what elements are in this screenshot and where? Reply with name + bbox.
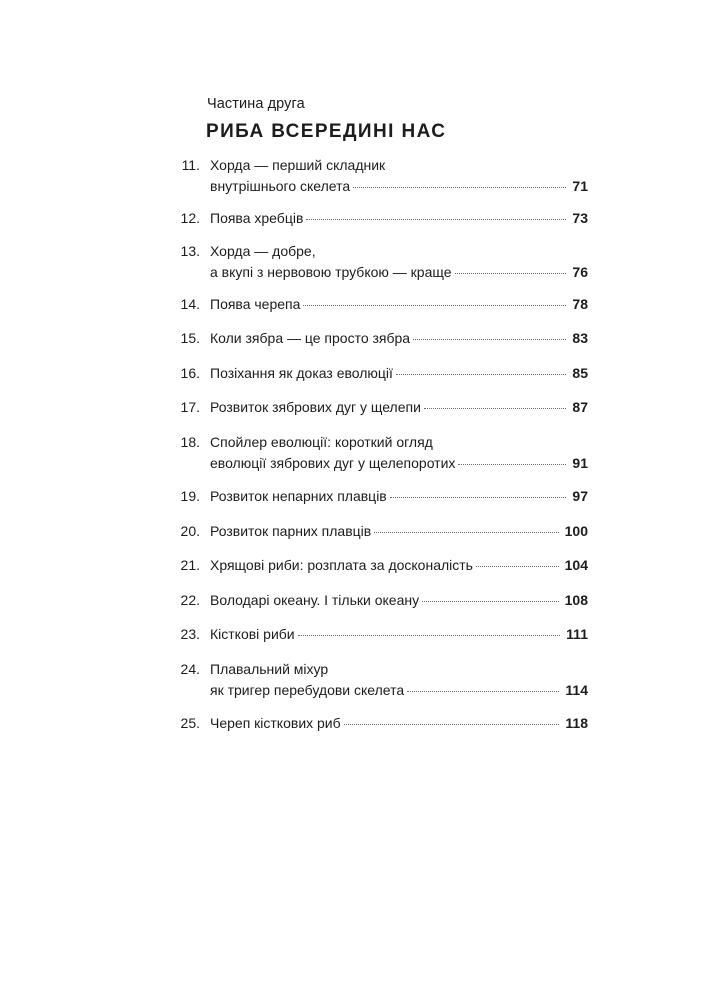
toc-entry-number: 25. <box>180 715 200 731</box>
dot-leader <box>303 305 566 306</box>
toc-entry-title-line: Поява хребців <box>210 210 304 226</box>
dot-leader <box>424 408 567 409</box>
toc-entry-number: 18. <box>180 434 200 450</box>
part-label: Частина друга <box>207 96 305 112</box>
toc-entry-number: 20. <box>180 523 200 539</box>
toc-entry-last-line <box>210 453 588 474</box>
toc-entry-last-line <box>210 555 588 576</box>
toc-entry-page-number: 104 <box>564 557 588 573</box>
toc-entry-last-line <box>210 363 588 384</box>
toc-entry-title-line: Плавальний міхур <box>210 661 329 677</box>
toc-entry-page-number: 108 <box>564 592 588 608</box>
toc-entry-number: 24. <box>180 661 200 677</box>
toc-entry-page-number: 73 <box>572 210 588 226</box>
toc-entry-title-line: Спойлер еволюції: короткий огляд <box>210 434 433 450</box>
toc-entry-last-line <box>210 328 588 349</box>
toc-entry-number: 19. <box>180 488 200 504</box>
dot-leader <box>458 464 566 465</box>
toc-entry-number: 13. <box>180 243 200 259</box>
toc-entry-last-line <box>210 486 588 507</box>
toc-entry-last-line <box>210 397 588 418</box>
toc-entry-number: 12. <box>180 210 200 226</box>
toc-entry-last-line <box>210 713 588 734</box>
dot-leader <box>396 374 566 375</box>
dot-leader <box>390 497 567 498</box>
toc-entry-title-line: Хорда — добре, <box>210 243 316 259</box>
dot-leader <box>374 532 558 533</box>
dot-leader <box>407 691 559 692</box>
toc-entry-number: 21. <box>180 557 200 573</box>
toc-entry-title-line: Хрящові риби: розплата за досконалість <box>210 557 473 573</box>
toc-entry-number: 17. <box>180 399 200 415</box>
toc-entry-title-line: Череп кісткових риб <box>210 715 341 731</box>
toc-entry-title-line: а вкупі з нервовою трубкою — краще <box>210 264 452 280</box>
toc-entry-page-number: 100 <box>564 523 588 539</box>
toc-entry-last-line <box>210 624 588 645</box>
dot-leader <box>413 339 566 340</box>
toc-entry-title-line: Розвиток непарних плавців <box>210 488 387 504</box>
dot-leader <box>455 273 567 274</box>
toc-entry-title-line: Хорда — перший складник <box>210 157 386 173</box>
toc-entry-page-number: 97 <box>572 488 588 504</box>
toc-entry-title-line: Поява черепа <box>210 296 301 312</box>
toc-entry-title-line: еволюції зябрових дуг у щелепоротих <box>210 455 456 471</box>
dot-leader <box>422 601 559 602</box>
toc-entry-number: 11. <box>181 157 200 173</box>
dot-leader <box>476 566 559 567</box>
dot-leader <box>306 219 566 220</box>
toc-entry-title-line: Позіхання як доказ еволюції <box>210 365 393 381</box>
toc-entry-last-line <box>210 176 588 197</box>
toc-entry-title-line: Розвиток зябрових дуг у щелепи <box>210 399 421 415</box>
toc-entry-number: 15. <box>180 330 200 346</box>
toc-entry-title-line: Кісткові риби <box>210 626 295 642</box>
toc-entry-page-number: 85 <box>572 365 588 381</box>
dot-leader <box>353 187 566 188</box>
toc-entry-page-number: 111 <box>566 626 588 642</box>
toc-entry-page-number: 76 <box>572 264 588 280</box>
toc-entry-page-number: 91 <box>572 455 588 471</box>
toc-entry-number: 23. <box>180 626 200 642</box>
toc-entry-number: 14. <box>180 296 200 312</box>
toc-entry-last-line <box>210 521 588 542</box>
dot-leader <box>344 724 560 725</box>
toc-entry-page-number: 83 <box>572 330 588 346</box>
toc-entry-title-line: внутрішнього скелета <box>210 178 351 194</box>
toc-entry-title-line: Володарі океану. І тільки океану <box>210 592 420 608</box>
dot-leader <box>298 635 561 636</box>
toc-entry-title-line: Коли зябра — це просто зябра <box>210 330 411 346</box>
toc-entry-last-line <box>210 208 588 229</box>
toc-entry-page-number: 78 <box>572 296 588 312</box>
toc-entry-title-line: як тригер перебудови скелета <box>210 682 405 698</box>
toc-entry-page-number: 87 <box>572 399 588 415</box>
toc-entry-last-line <box>210 680 588 701</box>
toc-entry-page-number: 71 <box>572 178 588 194</box>
toc-entry-last-line <box>210 294 588 315</box>
toc-entry-last-line <box>210 590 588 611</box>
toc-entry-number: 22. <box>180 592 200 608</box>
toc-entry-page-number: 118 <box>565 715 588 731</box>
toc-entry-last-line <box>210 262 588 283</box>
part-title: РИБА ВСЕРЕДИНІ НАС <box>206 121 447 142</box>
toc-entry-page-number: 114 <box>565 682 588 698</box>
toc-entry-number: 16. <box>180 365 200 381</box>
toc-entry-title-line: Розвиток парних плавців <box>210 523 372 539</box>
